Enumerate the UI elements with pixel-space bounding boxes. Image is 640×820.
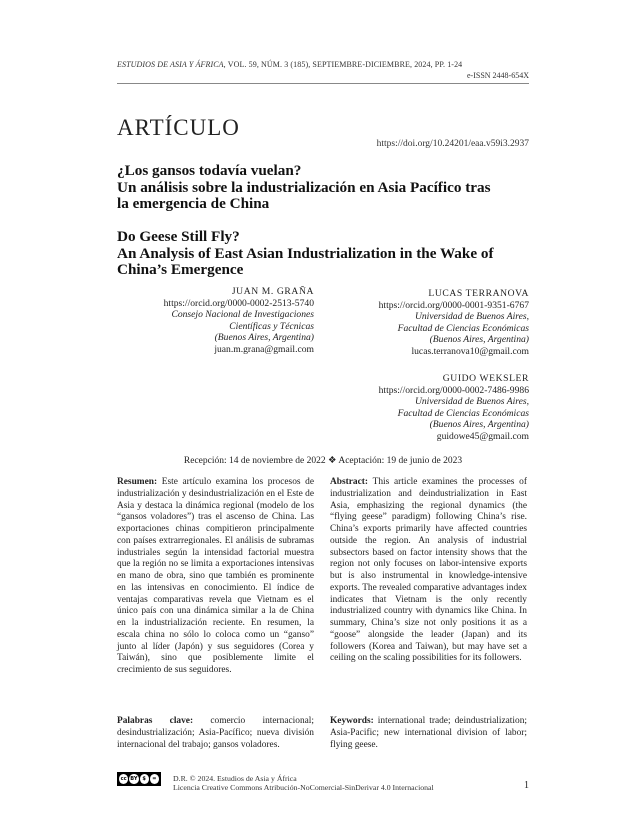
nd-icon: = xyxy=(150,774,159,784)
author-orcid[interactable]: https://orcid.org/0000-0002-7486-9986 xyxy=(378,384,529,396)
author-affiliation: Consejo Nacional de Investigaciones xyxy=(171,309,314,321)
date-separator-icon: ❖ xyxy=(327,456,337,466)
author-orcid[interactable]: https://orcid.org/0000-0002-2513-5740 xyxy=(163,297,314,309)
author-affiliation: Facultad de Ciencias Económicas xyxy=(397,407,529,419)
author-affiliation: Universidad de Buenos Aires, xyxy=(414,311,529,323)
copyright-line: D.R. © 2024. Estudios de Asia y África xyxy=(173,774,297,783)
author-block-terranova xyxy=(379,288,529,358)
by-icon: BY xyxy=(130,776,138,782)
author-affiliation: (Buenos Aires, Argentina) xyxy=(429,334,529,346)
author-name: JUAN M. GRAÑA xyxy=(231,286,314,297)
palabras-clave-text: comercio internacional; desindustrialización; Asia-Pacífico; nueva división internacional del trabajo; gansos voladores. xyxy=(117,716,315,750)
author-email[interactable]: juan.m.grana@gmail.com xyxy=(214,343,314,355)
author-email[interactable]: lucas.terranova10@gmail.com xyxy=(411,345,529,357)
issue-info: , VOL. 59, NÚM. 3 (185), SEPTIEMBRE-DICIEMBRE, 2024, PP. 1-24 xyxy=(223,60,463,69)
license-text xyxy=(173,774,434,792)
license-line[interactable]: Licencia Creative Commons Atribución-NoComercial-SinDerivar 4.0 Internacional xyxy=(173,783,434,792)
title-en-line: China’s Emergence xyxy=(117,261,244,278)
cc-icon: cc xyxy=(120,776,127,782)
palabras-clave-paragraph xyxy=(117,716,314,751)
abstract-text: This article examines the processes of industrialization and deindustrialization in East Asia, emphasizing the regional dynamics (the “flying geese” paradigm) following China’s rise. China’s exports primarily have affected countries outside the region. An analysis of industrial subsectors based on factor intensity shows that the region not only focuses on labor-intensive exports but is also instrumental in knowledge-intensive exports. The revealed comparative advantages index indicates that Vietnam is the only recently industrialized country with dynamics like China. In summary, China’s size not only positions it as a “goose” alongside the leader (Japan) and its followers (Korea and Taiwan), but may have set a ceiling on the scaling possibilities for its followers. xyxy=(330,477,527,664)
header-rule xyxy=(117,83,529,84)
title-es-line: la emergencia de China xyxy=(117,195,270,212)
creative-commons-badge-icon[interactable] xyxy=(117,772,161,786)
title-en-line: Do Geese Still Fly? xyxy=(117,228,240,245)
resumen-label: Resumen: xyxy=(117,477,158,487)
journal-name: ESTUDIOS DE ASIA Y ÁFRICA xyxy=(117,60,224,69)
title-english xyxy=(117,229,537,279)
author-affiliation: Científicas y Técnicas xyxy=(229,320,314,332)
title-es-line: Un análisis sobre la industrialización en Asia Pacífico tras xyxy=(117,178,491,196)
title-es-line: ¿Los gansos todavía vuelan? xyxy=(117,162,302,179)
title-spanish xyxy=(117,163,537,213)
received-date: Recepción: 14 de noviembre de 2022 xyxy=(183,456,326,466)
author-name: LUCAS TERRANOVA xyxy=(428,288,529,299)
author-email[interactable]: guidowe45@gmail.com xyxy=(436,430,529,442)
accepted-date: Aceptación: 19 de junio de 2023 xyxy=(338,456,463,466)
page-number: 1 xyxy=(524,780,529,791)
abstract-label: Abstract: xyxy=(330,477,369,487)
author-affiliation: Universidad de Buenos Aires, xyxy=(414,396,529,408)
running-header xyxy=(117,60,462,69)
author-affiliation: (Buenos Aires, Argentina) xyxy=(214,332,314,344)
author-block-grana xyxy=(164,286,314,356)
author-orcid[interactable]: https://orcid.org/0000-0001-9351-6767 xyxy=(378,299,529,311)
submission-dates xyxy=(117,455,529,466)
author-affiliation: (Buenos Aires, Argentina) xyxy=(429,419,529,431)
keywords-text: international trade; deindustrialization; Asia-Pacific; new international division of labor; flying geese. xyxy=(330,716,527,750)
nc-icon: $ xyxy=(140,774,149,784)
author-block-weksler xyxy=(379,373,529,443)
keywords-paragraph xyxy=(330,716,527,751)
author-name: GUIDO WEKSLER xyxy=(442,373,529,384)
doi-link[interactable]: https://doi.org/10.24201/eaa.v59i3.2937 xyxy=(376,139,529,149)
title-en-line: An Analysis of East Asian Industrialization in the Wake of xyxy=(117,244,494,262)
section-label: ARTÍCULO xyxy=(117,115,240,140)
author-affiliation: Facultad de Ciencias Económicas xyxy=(397,322,529,334)
issn: e-ISSN 2448-654X xyxy=(467,71,529,80)
resumen-text: Este artículo examina los procesos de industrialización y desindustrialización en el Este de Asia y destaca la dinámica regional (modelo de los “gansos voladores”) tras el ascenso de China. Las exportaciones chinas compitieron principalmente con países extrarregionales. El análisis de subramas industriales según la intensidad factorial muestra que la región no se limita a exportaciones intensivas en mano de obra, sino que también es prominente en las intensivas en conocimiento. El índice de ventajas comparativas revela que Vietnam es el único país con una dinámica similar a la de China en la industrialización reciente. En resumen, la escala china no sólo lo coloca como un “ganso” junto al líder (Japón) y sus seguidores (Corea y Taiwán), sino que posiblemente limite el crecimiento de sus seguidores. xyxy=(117,477,315,675)
keywords-label: Keywords: xyxy=(330,716,374,726)
palabras-clave-label: Palabras clave: xyxy=(117,716,194,726)
abstract-paragraph xyxy=(330,477,527,665)
resumen-paragraph xyxy=(117,477,314,677)
